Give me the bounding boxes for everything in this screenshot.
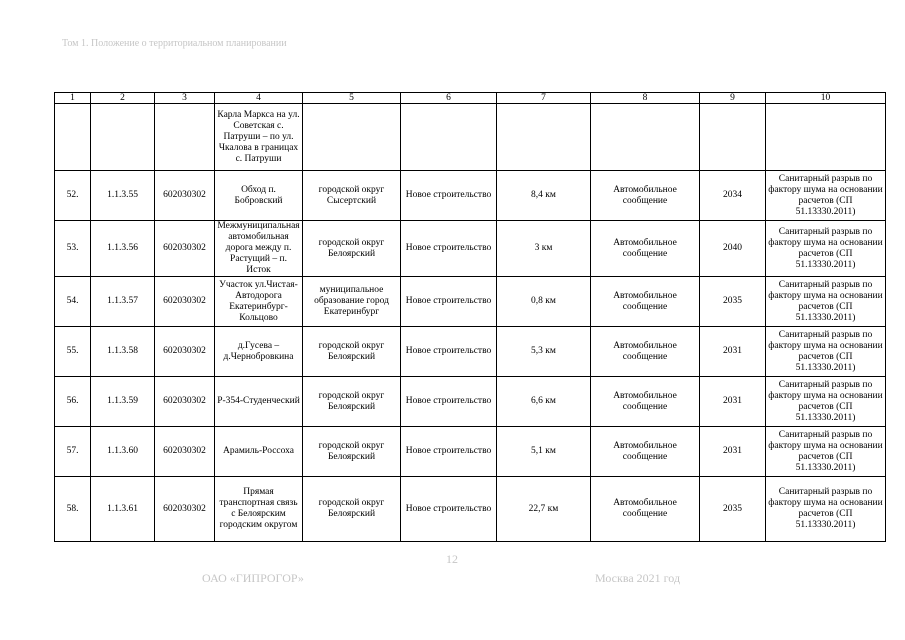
cell-empty: [591, 104, 700, 171]
road-objects-table: [54, 92, 886, 542]
cell-number: 55.: [55, 327, 91, 377]
cell-year: 2035: [700, 277, 766, 327]
cell-empty: [303, 104, 401, 171]
column-header: 2: [91, 93, 155, 104]
cell-type: Новое строительство: [401, 377, 497, 427]
document-header: Том 1. Положение о территориальном планировании: [62, 38, 287, 49]
footer-organization: ОАО «ГИПРОГОР»: [202, 571, 304, 585]
cell-number: 56.: [55, 377, 91, 427]
cell-object-name: д.Гусева – д.Чернобровкина: [215, 327, 303, 377]
cell-year: 2040: [700, 221, 766, 277]
table-row: [55, 477, 886, 542]
cell-length: 6,6 км: [497, 377, 591, 427]
cell-purpose: Автомобильное сообщение: [591, 377, 700, 427]
table-row: [55, 427, 886, 477]
cell-object-name: Р-354-Студенческий: [215, 377, 303, 427]
cell-purpose: Автомобильное сообщение: [591, 221, 700, 277]
cell-object-name: Арамиль-Россоха: [215, 427, 303, 477]
column-number-row: [55, 93, 886, 104]
cell-type: Новое строительство: [401, 477, 497, 542]
cell-municipality: городской округ Белоярский: [303, 427, 401, 477]
cell-object-name: Обход п. Бобровский: [215, 171, 303, 221]
cell-zone: Санитарный разрыв по фактору шума на основании расчетов (СП 51.13330.2011): [766, 221, 886, 277]
column-header: 3: [155, 93, 215, 104]
cell-code: 1.1.3.56: [91, 221, 155, 277]
cell-code: 1.1.3.60: [91, 427, 155, 477]
cell-zone: Санитарный разрыв по фактору шума на основании расчетов (СП 51.13330.2011): [766, 277, 886, 327]
table-row: [55, 377, 886, 427]
cell-zone: Санитарный разрыв по фактору шума на основании расчетов (СП 51.13330.2011): [766, 427, 886, 477]
cell-empty: [55, 104, 91, 171]
cell-municipality: городской округ Белоярский: [303, 377, 401, 427]
cell-municipality: муниципальное образование город Екатеринбург: [303, 277, 401, 327]
cell-type: Новое строительство: [401, 171, 497, 221]
cell-code: 1.1.3.61: [91, 477, 155, 542]
footer-city-year: Москва 2021 год: [595, 571, 681, 585]
cell-oktmo: 602030302: [155, 477, 215, 542]
cell-zone: Санитарный разрыв по фактору шума на основании расчетов (СП 51.13330.2011): [766, 377, 886, 427]
cell-zone: Санитарный разрыв по фактору шума на основании расчетов (СП 51.13330.2011): [766, 327, 886, 377]
cell-oktmo: 602030302: [155, 327, 215, 377]
cell-municipality: городской округ Белоярский: [303, 477, 401, 542]
cell-municipality: городской округ Белоярский: [303, 327, 401, 377]
cell-year: 2035: [700, 477, 766, 542]
cell-purpose: Автомобильное сообщение: [591, 427, 700, 477]
column-header: 6: [401, 93, 497, 104]
cell-municipality: городской округ Белоярский: [303, 221, 401, 277]
column-header: 7: [497, 93, 591, 104]
cell-year: 2031: [700, 327, 766, 377]
cell-empty: [91, 104, 155, 171]
table-row: [55, 221, 886, 277]
continuation-row: [55, 104, 886, 171]
cell-type: Новое строительство: [401, 221, 497, 277]
cell-purpose: Автомобильное сообщение: [591, 171, 700, 221]
cell-purpose: Автомобильное сообщение: [591, 327, 700, 377]
column-header: 1: [55, 93, 91, 104]
column-header: 5: [303, 93, 401, 104]
cell-number: 53.: [55, 221, 91, 277]
cell-object-name: Участок ул.Чистая-Автодорога Екатеринбург-Кольцово: [215, 277, 303, 327]
cell-year: 2031: [700, 377, 766, 427]
cell-oktmo: 602030302: [155, 427, 215, 477]
column-header: 10: [766, 93, 886, 104]
cell-length: 3 км: [497, 221, 591, 277]
cell-length: 5,1 км: [497, 427, 591, 477]
cell-number: 58.: [55, 477, 91, 542]
cell-object-name: Карла Маркса на ул. Советская с. Патруши – по ул. Чкалова в границах с. Патруши: [215, 104, 303, 171]
table-row: [55, 277, 886, 327]
cell-oktmo: 602030302: [155, 377, 215, 427]
cell-length: 8,4 км: [497, 171, 591, 221]
cell-oktmo: 602030302: [155, 171, 215, 221]
cell-object-name: Прямая транспортная связь с Белоярским городским округом: [215, 477, 303, 542]
cell-type: Новое строительство: [401, 277, 497, 327]
cell-type: Новое строительство: [401, 327, 497, 377]
cell-number: 57.: [55, 427, 91, 477]
cell-code: 1.1.3.58: [91, 327, 155, 377]
cell-oktmo: 602030302: [155, 277, 215, 327]
page-number: 12: [446, 552, 458, 566]
cell-purpose: Автомобильное сообщение: [591, 477, 700, 542]
cell-number: 54.: [55, 277, 91, 327]
cell-empty: [401, 104, 497, 171]
cell-type: Новое строительство: [401, 427, 497, 477]
cell-length: 5,3 км: [497, 327, 591, 377]
cell-year: 2034: [700, 171, 766, 221]
cell-zone: Санитарный разрыв по фактору шума на основании расчетов (СП 51.13330.2011): [766, 171, 886, 221]
column-header: 4: [215, 93, 303, 104]
cell-year: 2031: [700, 427, 766, 477]
cell-code: 1.1.3.57: [91, 277, 155, 327]
cell-object-name: Межмуниципальная автомобильная дорога между п. Растущий – п. Исток: [215, 221, 303, 277]
cell-zone: Санитарный разрыв по фактору шума на основании расчетов (СП 51.13330.2011): [766, 477, 886, 542]
column-header: 8: [591, 93, 700, 104]
cell-empty: [497, 104, 591, 171]
cell-oktmo: 602030302: [155, 221, 215, 277]
cell-code: 1.1.3.55: [91, 171, 155, 221]
cell-empty: [700, 104, 766, 171]
cell-empty: [155, 104, 215, 171]
cell-length: 0,8 км: [497, 277, 591, 327]
column-header: 9: [700, 93, 766, 104]
table-row: [55, 327, 886, 377]
cell-purpose: Автомобильное сообщение: [591, 277, 700, 327]
cell-code: 1.1.3.59: [91, 377, 155, 427]
table-row: [55, 171, 886, 221]
cell-number: 52.: [55, 171, 91, 221]
cell-length: 22,7 км: [497, 477, 591, 542]
cell-empty: [766, 104, 886, 171]
cell-municipality: городской округ Сысертский: [303, 171, 401, 221]
